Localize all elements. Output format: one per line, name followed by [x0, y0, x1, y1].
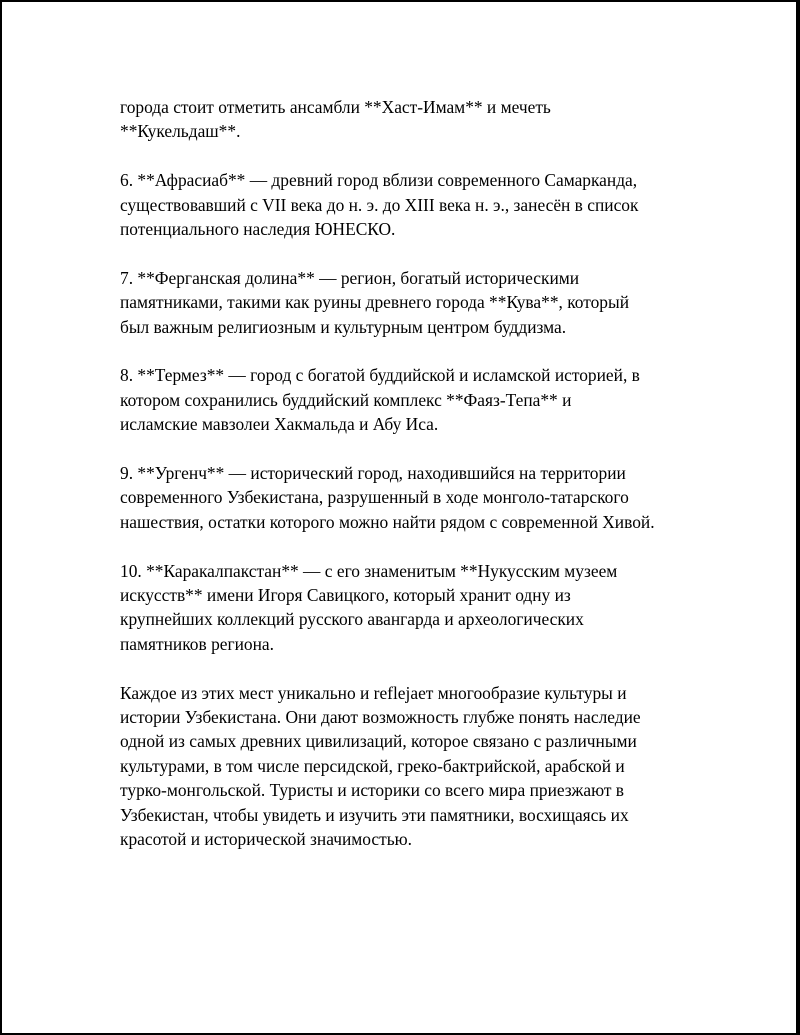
text-line: 7. **Ферганская долина** — регион, богатый историческими — [120, 267, 580, 288]
text-line: потенциального наследия ЮНЕСКО. — [120, 219, 396, 240]
text-line: существовавший с VII века до н. э. до XIII века н. э., занесён в список — [120, 194, 639, 215]
text-line: исламские мавзолеи Хакмальда и Абу Иса. — [120, 414, 439, 435]
text-line: **Кукельдаш**. — [120, 121, 241, 142]
text-line: 8. **Термез** — город с богатой буддийской и исламской историей, в — [120, 365, 640, 386]
document-body — [120, 95, 700, 876]
text-line: истории Узбекистана. Они дают возможность глубже понять наследие — [120, 707, 641, 728]
text-line: красотой и исторической значимостью. — [120, 829, 413, 850]
text-line: города стоит отметить ансамбли **Хаст-Имам** и мечеть — [120, 97, 551, 117]
text-line: 9. **Ургенч** — исторический город, находившийся на территории — [120, 463, 626, 484]
text-line: турко-монгольской. Туристы и историки со всего мира приезжают в — [120, 780, 625, 801]
text-line: 6. **Афрасиаб** — древний город вблизи современного Самарканда, — [120, 170, 638, 191]
list-item-karakalpakstan — [120, 559, 700, 657]
text-line: искусств** имени Игоря Савицкого, который хранит одну из — [120, 585, 571, 606]
paragraph-conclusion — [120, 681, 700, 852]
list-item-afrasiab — [120, 168, 700, 241]
list-item-urgench — [120, 461, 700, 534]
text-line: Узбекистан, чтобы увидеть и изучить эти памятники, восхищаясь их — [120, 804, 629, 825]
text-line: одной из самых древних цивилизаций, которое связано с различными — [120, 731, 637, 752]
text-line: крупнейших коллекций русского авангарда и археологических — [120, 609, 584, 630]
text-line: 10. **Каракалпакстан** — с его знаменитым **Нукусским музеем — [120, 560, 618, 581]
list-item-termez — [120, 363, 700, 436]
list-item-fergana-valley — [120, 266, 700, 339]
text-line: памятников региона. — [120, 633, 274, 654]
text-line: современного Узбекистана, разрушенный в ходе монголо-татарского — [120, 487, 629, 508]
text-line: Каждое из этих мест уникально и reflejает многообразие культуры и — [120, 682, 627, 703]
text-line: культурами, в том числе персидской, греко-бактрийской, арабской и — [120, 755, 625, 776]
text-line: был важным религиозным и культурным центром буддизма. — [120, 316, 567, 337]
text-line: памятниками, такими как руины древнего города **Кува**, который — [120, 292, 629, 313]
text-line: котором сохранились буддийский комплекс **Фаяз-Тепа** и — [120, 389, 572, 410]
text-line: нашествия, остатки которого можно найти рядом с современной Хивой. — [120, 511, 655, 532]
paragraph-intro-tail — [120, 95, 700, 144]
